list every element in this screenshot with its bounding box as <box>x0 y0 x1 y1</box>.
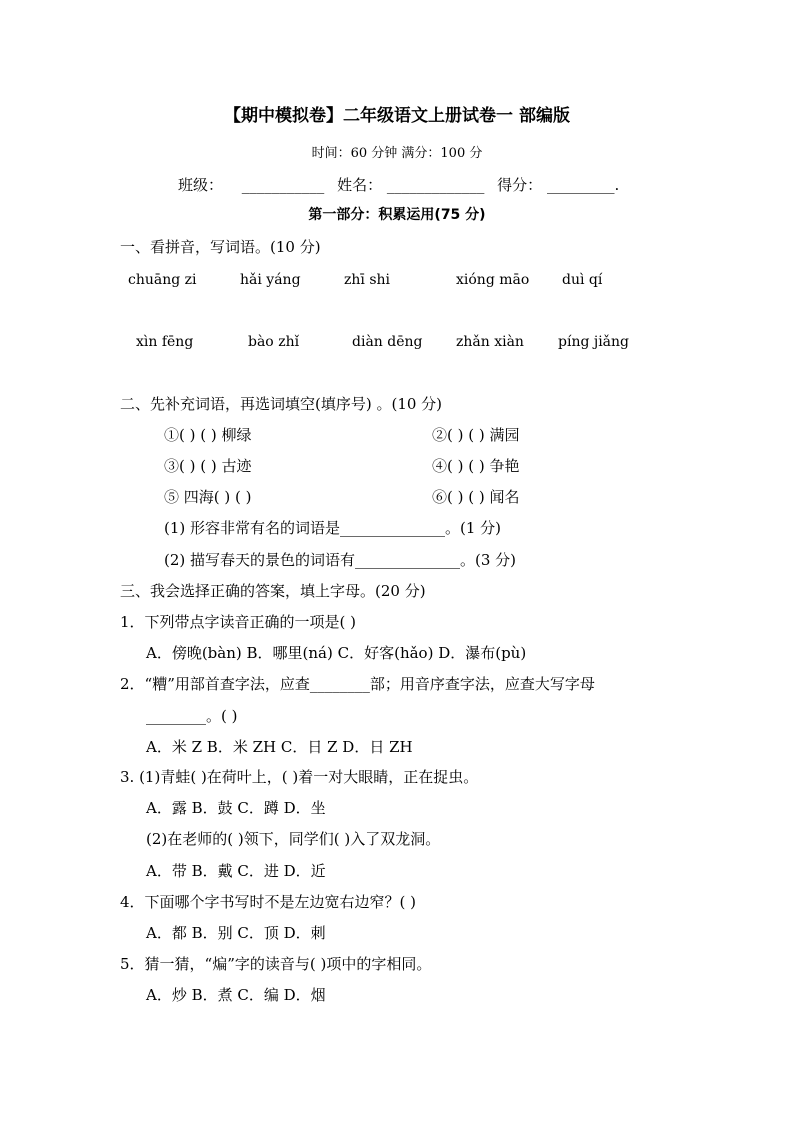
section2-heading: 二、先补充词语，再选词填空(填序号) 。(10 分) <box>120 395 443 413</box>
question-5: 5．猜一猜，“煸”字的读音与( )项中的字相同。 <box>120 955 432 973</box>
question-5-options: A．炒 B．煮 C．编 D．烟 <box>146 986 326 1004</box>
class-blank[interactable]: ___________ <box>241 176 325 194</box>
pinyin-item: diàn dēng <box>352 334 423 350</box>
idiom-item: ⑥( ) ( ) 闻名 <box>432 488 520 506</box>
question-3a: 3. (1)青蛙( )在荷叶上，( )着一对大眼睛，正在捉虫。 <box>120 768 479 786</box>
pinyin-item: hǎi yáng <box>240 272 301 288</box>
time-info: 时间：60 分钟 满分：100 分 <box>311 146 483 161</box>
idiom-item: ⑤ 四海( ) ( ) <box>164 488 252 506</box>
idiom-item: ①( ) ( ) 柳绿 <box>164 426 252 444</box>
idiom-item: ②( ) ( ) 满园 <box>432 426 520 444</box>
name-label: 姓名： <box>337 176 383 194</box>
pinyin-item: duì qí <box>562 272 603 288</box>
pinyin-item: píng jiǎng <box>558 334 630 350</box>
student-info-row <box>178 175 619 195</box>
section3-heading: 三、我会选择正确的答案，填上字母。(20 分) <box>120 582 426 600</box>
question-1-options: A．傍晚(bàn) B．哪里(ná) C．好客(hǎo) D．瀑布(pù) <box>146 644 527 662</box>
idiom-item: ③( ) ( ) 古迹 <box>164 457 252 475</box>
class-label: 班级： <box>178 176 224 194</box>
section2-question-2: (2) 描写春天的景色的词语有______________。(3 分) <box>164 551 517 569</box>
question-2-continued: ________。( ) <box>146 707 238 725</box>
pinyin-item: xióng māo <box>456 272 530 288</box>
question-4-options: A．都 B．别 C．顶 D．刺 <box>146 924 326 942</box>
question-1: 1．下列带点字读音正确的一项是( ) <box>120 613 357 631</box>
score-blank[interactable]: _________. <box>546 176 620 194</box>
question-3a-options: A．露 B．鼓 C．蹲 D．坐 <box>146 799 326 817</box>
pinyin-item: bào zhǐ <box>248 334 300 350</box>
question-4: 4．下面哪个字书写时不是左边宽右边窄？( ) <box>120 893 417 911</box>
name-blank[interactable]: _____________ <box>386 176 485 194</box>
score-label: 得分： <box>497 176 543 194</box>
question-2: 2．“糟”用部首查字法，应查________部；用音序查字法，应查大写字母 <box>120 675 595 693</box>
question-3b: (2)在老师的( )领下，同学们( )入了双龙洞。 <box>146 830 441 848</box>
pinyin-item: xìn fēng <box>136 334 194 350</box>
pinyin-item: zhī shi <box>344 272 390 288</box>
idiom-item: ④( ) ( ) 争艳 <box>432 457 520 475</box>
part1-heading: 第一部分：积累运用(75 分) <box>308 207 486 223</box>
question-2-options: A．米 Z B．米 ZH C．日 Z D．日 ZH <box>146 738 413 756</box>
pinyin-item: zhǎn xiàn <box>456 334 524 350</box>
question-3b-options: A．带 B．戴 C．进 D．近 <box>146 862 326 880</box>
exam-title: 【期中模拟卷】二年级语文上册试卷一 部编版 <box>224 106 570 126</box>
pinyin-item: chuāng zi <box>128 272 197 288</box>
section2-question-1: (1) 形容非常有名的词语是______________。(1 分) <box>164 519 502 537</box>
section1-heading: 一、看拼音，写词语。(10 分) <box>120 238 321 256</box>
